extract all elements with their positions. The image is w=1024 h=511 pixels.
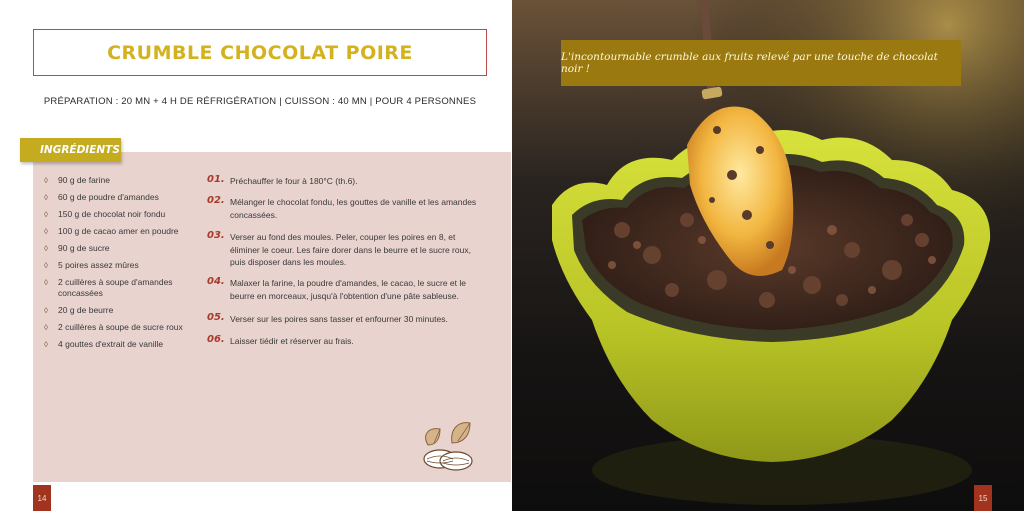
ingredients-list xyxy=(44,175,204,356)
ingredient-item: ◊ 20 g de beurre xyxy=(44,305,114,315)
preparation-info: PRÉPARATION : 20 MN + 4 H DE RÉFRIGÉRATION | CUISSON : 40 MN | POUR 4 PERSONNES xyxy=(43,96,477,107)
page-number-left: 14 xyxy=(33,485,51,511)
caption-banner xyxy=(561,40,961,86)
ingredient-item: ◊ 60 g de poudre d'amandes xyxy=(44,192,159,202)
step-number: 04. xyxy=(207,276,225,287)
step-number: 01. xyxy=(207,174,225,185)
step-number: 06. xyxy=(207,334,225,345)
bullet-icon: ◊ xyxy=(44,261,48,270)
ingredient-item: ◊ 2 cuillères à soupe d'amandes concassées xyxy=(44,277,173,298)
step-number: 02. xyxy=(207,195,225,206)
ingredient-item: ◊ 90 g de sucre xyxy=(44,243,110,253)
ingredient-item: ◊ 2 cuillères à soupe de sucre roux xyxy=(44,322,183,332)
step-item xyxy=(207,175,487,188)
step-text: Mélanger le chocolat fondu, les gouttes de vanille et les amandes concassées. xyxy=(230,197,477,220)
step-item xyxy=(207,335,487,348)
bullet-icon: ◊ xyxy=(44,323,48,332)
step-item xyxy=(207,231,487,269)
bullet-icon: ◊ xyxy=(44,227,48,236)
ingredient-item: ◊ 150 g de chocolat noir fondu xyxy=(44,209,166,219)
almond-leaf-icon xyxy=(418,415,480,477)
ingredient-item: ◊ 90 g de farine xyxy=(44,175,110,185)
ingredients-tab xyxy=(20,138,121,162)
ingredient-item: ◊ 5 poires assez mûres xyxy=(44,260,139,270)
title-box xyxy=(33,29,487,76)
recipe-title: CRUMBLE CHOCOLAT POIRE xyxy=(107,41,413,64)
bullet-icon: ◊ xyxy=(44,244,48,253)
ingredients-heading: INGRÉDIENTS xyxy=(40,144,120,156)
right-page-photo xyxy=(512,0,1024,511)
step-text: Verser au fond des moules. Peler, couper les poires en 8, et éliminer le coeur. Les faire dorer dans le beurre et le sucre roux, puis disposer dans les moules. xyxy=(230,232,471,267)
step-number: 03. xyxy=(207,230,225,241)
step-number: 05. xyxy=(207,312,225,323)
step-text: Préchauffer le four à 180°C (th.6). xyxy=(230,176,358,186)
step-text: Laisser tiédir et réserver au frais. xyxy=(230,336,354,346)
caption-text: L'incontournable crumble aux fruits relevé par une touche de chocolat noir ! xyxy=(561,51,938,75)
ingredient-item: ◊ 4 gouttes d'extrait de vanille xyxy=(44,339,164,349)
ingredient-item: ◊ 100 g de cacao amer en poudre xyxy=(44,226,179,236)
step-text: Malaxer la farine, la poudre d'amandes, le cacao, le sucre et le beurre en morceaux, jusqu'à l'obtention d'une pâte sableuse. xyxy=(230,278,466,301)
step-item xyxy=(207,277,487,302)
page-number-right: 15 xyxy=(974,485,992,511)
bullet-icon: ◊ xyxy=(44,193,48,202)
bullet-icon: ◊ xyxy=(44,210,48,219)
bullet-icon: ◊ xyxy=(44,340,48,349)
step-item xyxy=(207,196,487,221)
bullet-icon: ◊ xyxy=(44,278,48,287)
step-text: Verser sur les poires sans tasser et enfourner 30 minutes. xyxy=(230,314,448,324)
step-item xyxy=(207,313,487,326)
bullet-icon: ◊ xyxy=(44,176,48,185)
bullet-icon: ◊ xyxy=(44,306,48,315)
